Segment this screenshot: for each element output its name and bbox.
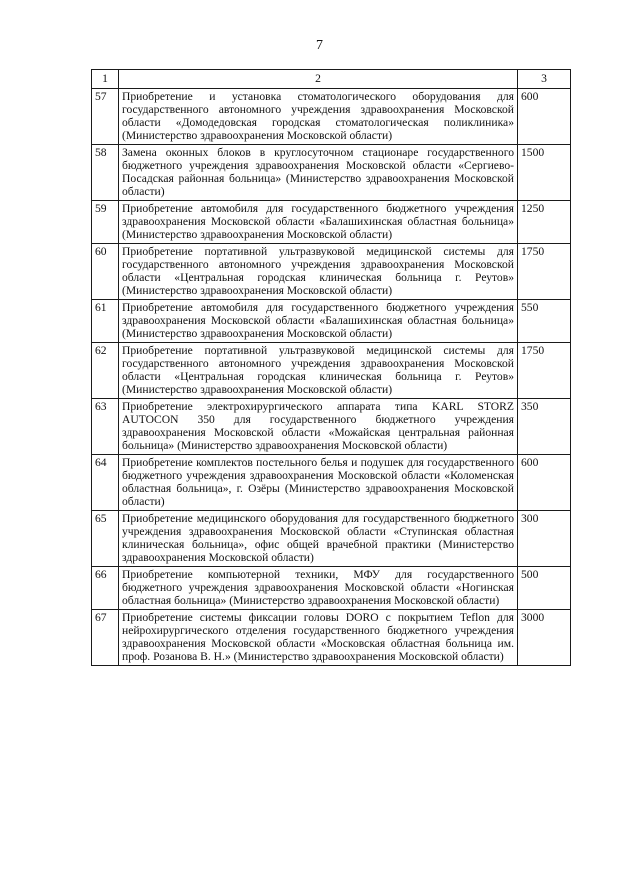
table-header-row xyxy=(92,70,571,89)
column-header-number: 1 xyxy=(92,70,119,89)
row-amount: 500 xyxy=(518,567,571,610)
row-number: 67 xyxy=(92,610,119,666)
table-row xyxy=(92,244,571,300)
row-amount: 1500 xyxy=(518,145,571,201)
row-description: Приобретение системы фиксации головы DORO с покрытием Teflon для нейрохирургического отделения государственного бюджетного учреждения здравоохранения Московской области «Московская областная больница им. проф. Розанова В. Н.» (Министерство здравоохранения Московской области) xyxy=(119,610,518,666)
table-row xyxy=(92,610,571,666)
row-description: Приобретение и установка стоматологического оборудования для государственного автономного учреждения здравоохранения Московской области «Домодедовская городская стоматологическая поликлиника» (Министерство здравоохранения Московской области) xyxy=(119,89,518,145)
table-row xyxy=(92,455,571,511)
row-amount: 600 xyxy=(518,455,571,511)
row-description: Приобретение автомобиля для государственного бюджетного учреждения здравоохранения Московской области «Балашихинская областная больница» (Министерство здравоохранения Московской области) xyxy=(119,201,518,244)
column-header-description: 2 xyxy=(119,70,518,89)
row-amount: 550 xyxy=(518,300,571,343)
row-description: Приобретение медицинского оборудования для государственного бюджетного учреждения здравоохранения Московской области «Ступинская областная клиническая больница», офис общей врачебной практики (Министерство здравоохранения Московской области) xyxy=(119,511,518,567)
row-amount: 1750 xyxy=(518,343,571,399)
row-description: Приобретение портативной ультразвуковой медицинской системы для государственного автономного учреждения здравоохранения Московской области «Центральная городская клиническая больница г. Реутов» (Министерство здравоохранения Московской области) xyxy=(119,244,518,300)
table-row xyxy=(92,89,571,145)
funding-table xyxy=(91,69,571,666)
row-number: 58 xyxy=(92,145,119,201)
row-amount: 300 xyxy=(518,511,571,567)
row-number: 59 xyxy=(92,201,119,244)
row-number: 62 xyxy=(92,343,119,399)
table-row xyxy=(92,567,571,610)
row-description: Приобретение комплектов постельного белья и подушек для государственного бюджетного учреждения здравоохранения Московской области «Коломенская областная больница», г. Озёры (Министерство здравоохранения Московской области) xyxy=(119,455,518,511)
row-description: Приобретение компьютерной техники, МФУ для государственного бюджетного учреждения здравоохранения Московской области «Ногинская областная больница» (Министерство здравоохранения Московской области) xyxy=(119,567,518,610)
row-number: 65 xyxy=(92,511,119,567)
row-amount: 1250 xyxy=(518,201,571,244)
row-number: 66 xyxy=(92,567,119,610)
row-amount: 1750 xyxy=(518,244,571,300)
table-row xyxy=(92,399,571,455)
row-number: 64 xyxy=(92,455,119,511)
table-row xyxy=(92,300,571,343)
row-description: Приобретение портативной ультразвуковой медицинской системы для государственного автономного учреждения здравоохранения Московской области «Центральная городская клиническая больница г. Реутов» (Министерство здравоохранения Московской области) xyxy=(119,343,518,399)
table-row xyxy=(92,343,571,399)
row-number: 57 xyxy=(92,89,119,145)
page-number: 7 xyxy=(316,38,323,53)
row-description: Приобретение электрохирургического аппарата типа KARL STORZ AUTOCON 350 для государственного бюджетного учреждения здравоохранения Московской области «Можайская центральная районная больница» (Министерство здравоохранения Московской области) xyxy=(119,399,518,455)
table-row xyxy=(92,201,571,244)
column-header-amount: 3 xyxy=(518,70,571,89)
table-row xyxy=(92,511,571,567)
table-row xyxy=(92,145,571,201)
row-amount: 350 xyxy=(518,399,571,455)
row-amount: 3000 xyxy=(518,610,571,666)
row-number: 60 xyxy=(92,244,119,300)
row-number: 63 xyxy=(92,399,119,455)
row-number: 61 xyxy=(92,300,119,343)
row-description: Замена оконных блоков в круглосуточном стационаре государственного бюджетного учреждения здравоохранения Московской области «Сергиево-Посадская районная больница» (Министерство здравоохранения Московской области) xyxy=(119,145,518,201)
row-amount: 600 xyxy=(518,89,571,145)
row-description: Приобретение автомобиля для государственного бюджетного учреждения здравоохранения Московской области «Балашихинская областная больница» (Министерство здравоохранения Московской области) xyxy=(119,300,518,343)
